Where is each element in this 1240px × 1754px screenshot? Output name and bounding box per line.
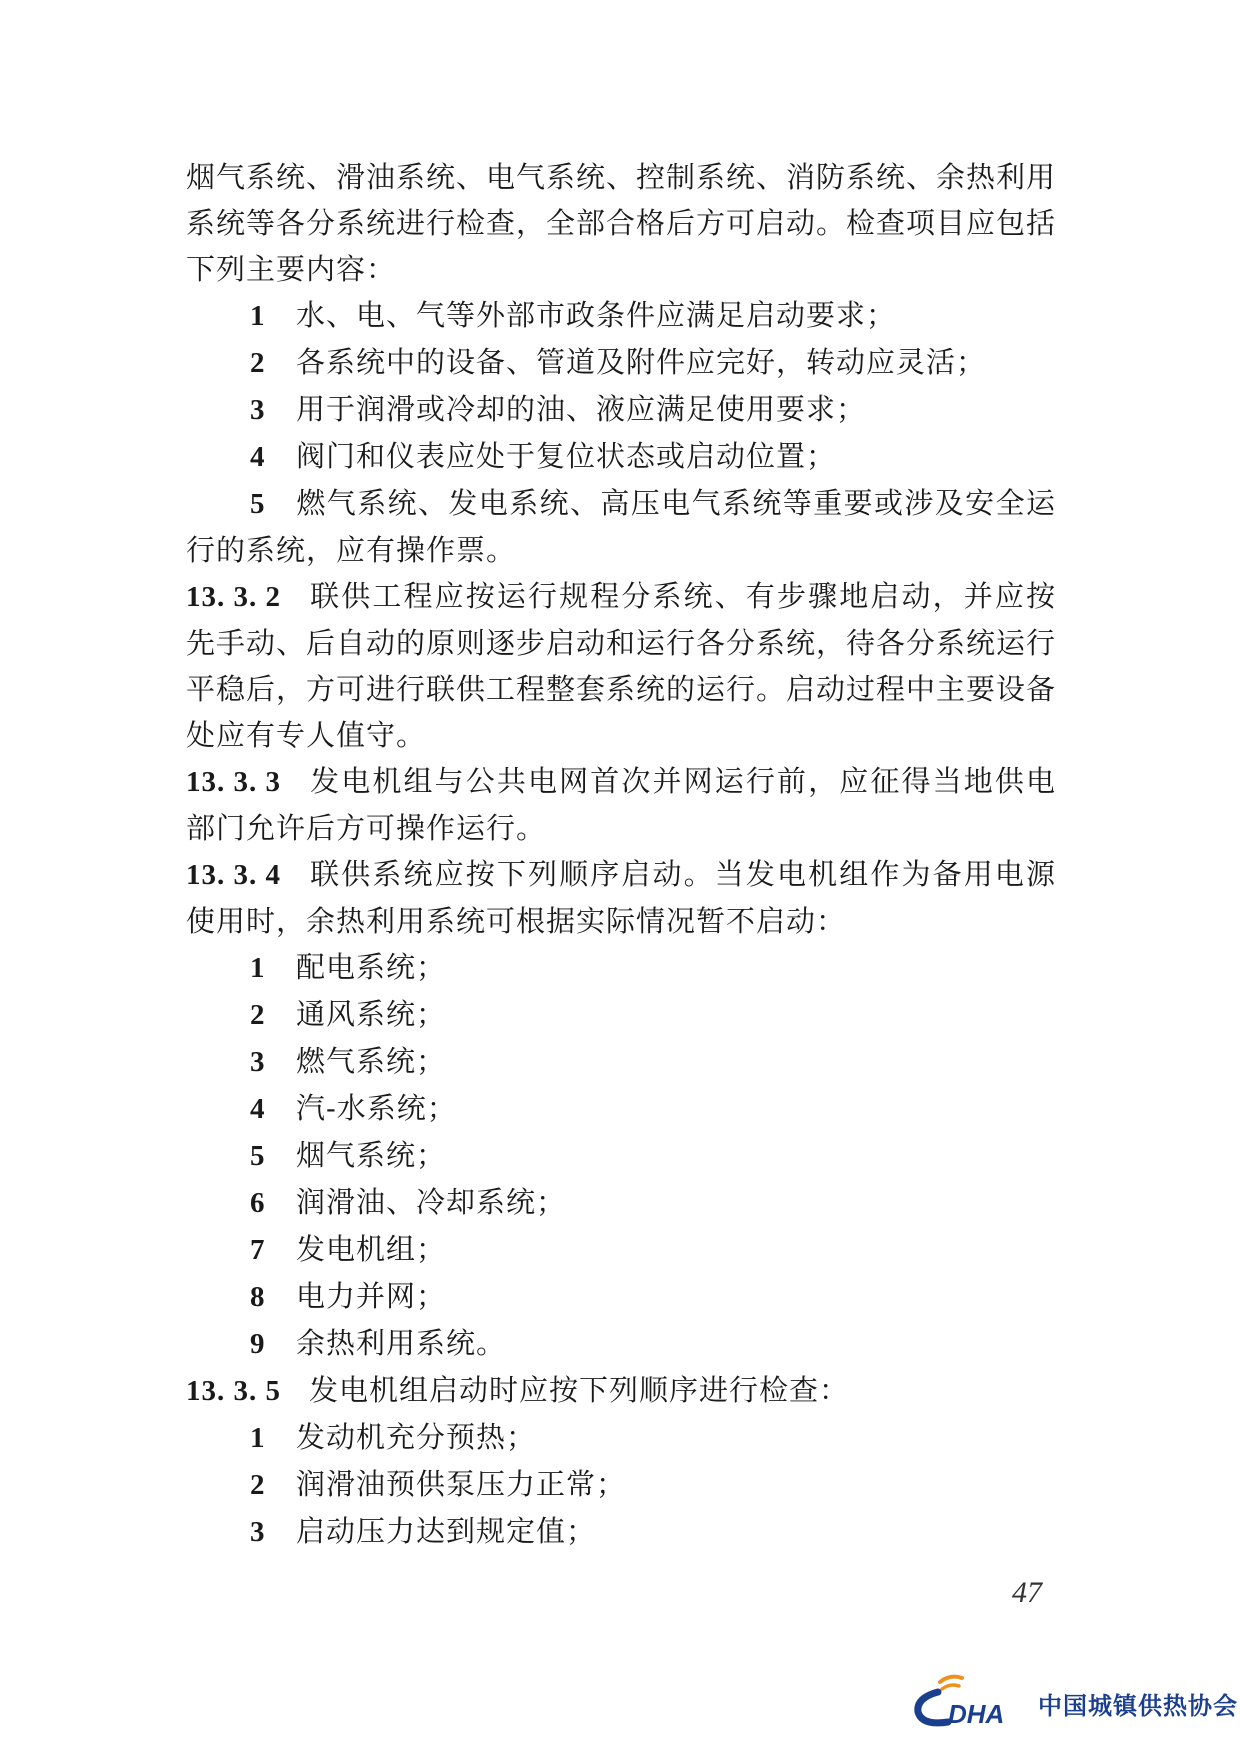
clause-number: 13. 3. 4 [186, 859, 281, 891]
item-text: 通风系统； [296, 997, 447, 1031]
item-number: 7 [250, 1234, 266, 1266]
item-number: 9 [250, 1328, 266, 1360]
item-number: 8 [250, 1281, 266, 1313]
item-text: 烟气系统； [296, 1138, 447, 1172]
list-item [186, 433, 1056, 480]
item-number: 2 [250, 1469, 266, 1501]
list-item [186, 1320, 1056, 1367]
item-text: 润滑油预供泵压力正常； [296, 1467, 627, 1501]
item-text: 燃气系统； [296, 1044, 447, 1078]
list-item [186, 1038, 1056, 1085]
clause-13-3-4 [186, 851, 1056, 944]
item-number: 1 [250, 300, 266, 332]
clause-13-3-2 [186, 573, 1056, 758]
clause-text: 发电机组启动时应按下列顺序进行检查： [309, 1373, 850, 1407]
item-text: 发电机组； [296, 1232, 447, 1266]
item-number: 5 [250, 1140, 266, 1172]
item-number: 1 [250, 952, 266, 984]
list-item [186, 1226, 1056, 1273]
item-text: 配电系统； [296, 950, 447, 984]
page-content [186, 154, 1056, 1555]
logo-text: 中国城镇供热协会 [1038, 1692, 1238, 1720]
clause-text: 发电机组与公共电网首次并网运行前，应征得当地供电部门允许后方可操作运行。 [186, 764, 1056, 845]
item-text: 发动机充分预热； [296, 1420, 537, 1454]
item-text: 汽-水系统； [296, 1091, 457, 1125]
clause-text: 联供系统应按下列顺序启动。当发电机组作为备用电源使用时，余热利用系统可根据实际情况暂不启动： [186, 857, 1056, 938]
clause-13-3-3 [186, 758, 1056, 851]
list-item [186, 991, 1056, 1038]
page-number: 47 [1012, 1576, 1042, 1609]
clause-number: 13. 3. 3 [186, 766, 281, 798]
clause-number: 13. 3. 2 [186, 581, 281, 613]
item-number: 3 [250, 1046, 266, 1078]
item-number: 5 [250, 488, 266, 520]
item-text: 润滑油、冷却系统； [296, 1185, 567, 1219]
clause-number: 13. 3. 5 [186, 1375, 281, 1407]
list-item [186, 944, 1056, 991]
logo-mark: DHA [948, 1699, 1005, 1729]
item-number: 2 [250, 999, 266, 1031]
item-text: 各系统中的设备、管道及附件应完好，转动应灵活； [296, 345, 987, 379]
list-item [186, 1414, 1056, 1461]
item-text: 启动压力达到规定值； [296, 1514, 597, 1548]
list-item [186, 1132, 1056, 1179]
list-item [186, 1179, 1056, 1226]
clause-text: 联供工程应按运行规程分系统、有步骤地启动，并应按先手动、后自动的原则逐步启动和运行各分系统，待各分系统运行平稳后，方可进行联供工程整套系统的运行。启动过程中主要设备处应有专人值守。 [186, 579, 1057, 752]
list-item [186, 386, 1056, 433]
item-text: 阀门和仪表应处于复位状态或启动位置； [296, 439, 837, 473]
item-number: 2 [250, 347, 266, 379]
association-logo [904, 1670, 1238, 1730]
item-text: 电力并网； [296, 1279, 447, 1313]
intro-paragraph: 烟气系统、滑油系统、电气系统、控制系统、消防系统、余热利用系统等各分系统进行检查，全部合格后方可启动。检查项目应包括下列主要内容： [186, 160, 1057, 286]
item-text: 燃气系统、发电系统、高压电气系统等重要或涉及安全运行的系统，应有操作票。 [186, 486, 1056, 567]
item-number: 6 [250, 1187, 266, 1219]
item-number: 3 [250, 1516, 266, 1548]
list-item [186, 1508, 1056, 1555]
item-number: 1 [250, 1422, 266, 1454]
list-item [186, 339, 1056, 386]
list-item [186, 1085, 1056, 1132]
dha-logo-icon [904, 1670, 1038, 1730]
item-text: 余热利用系统。 [296, 1326, 507, 1360]
list-item [186, 480, 1056, 573]
list-item [186, 1461, 1056, 1508]
clause-13-3-5 [186, 1367, 1056, 1414]
item-number: 3 [250, 394, 266, 426]
list-item [186, 1273, 1056, 1320]
item-text: 用于润滑或冷却的油、液应满足使用要求； [296, 392, 867, 426]
item-number: 4 [250, 441, 266, 473]
list-item [186, 292, 1056, 339]
item-text: 水、电、气等外部市政条件应满足启动要求； [296, 298, 897, 332]
item-number: 4 [250, 1093, 266, 1125]
